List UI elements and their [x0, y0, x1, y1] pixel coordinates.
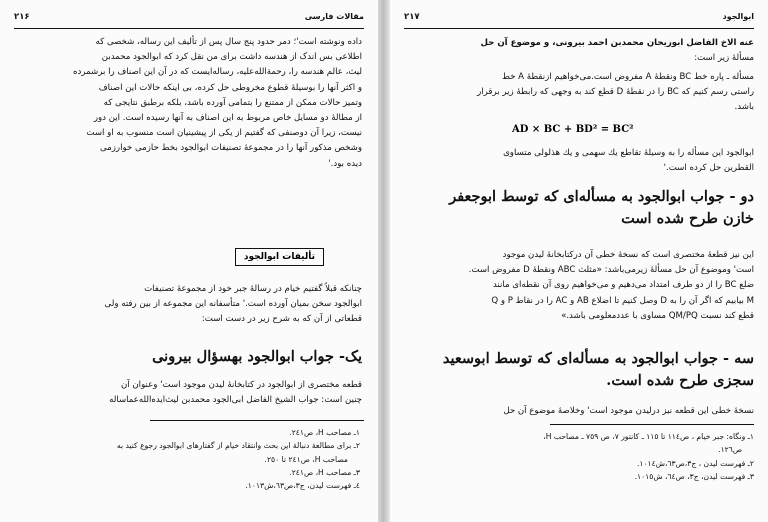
text-line: اطلاعی بس اندک از هندسه داشت برای من نقل کرد که ابوالجود محمدبن [101, 52, 362, 63]
text-line: نیست، زیرا آن دوصنفی که گفتیم از یکی از پیشینیان است منسوب به او است [86, 128, 362, 139]
footnotes [16, 426, 360, 492]
footnote: مصاحب H، ص٢٤١ تا ٢٥٠. [264, 454, 348, 464]
text-line: وشخص مذکور آنها را در مجموعهٔ تصنیفات ابوالجود بخط حازمی خوارزمی [100, 143, 362, 154]
text-line: باشد. [734, 102, 754, 113]
section-heading-2 [404, 186, 754, 230]
text-line: از مطالهٔ دو مسایل خاص مربوط به این اصناف به آنها رسیده است. این دور [93, 113, 362, 124]
book-gutter [378, 0, 390, 522]
footnote-rule [550, 424, 754, 425]
conclusion-paragraph [404, 146, 754, 176]
text-line: M بیابیم که اگر آن را به D وصل کنیم تا اضلاع AB و AC را در نقاط P و Q [491, 295, 754, 306]
problem-paragraph [404, 70, 754, 116]
footnote: ٤ـ فهرست لیدن، ج٣،ص٦٣،ش١٠١٣. [245, 481, 360, 491]
text-line: و اکثر آنها را بوسیلهٔ قطوع مخروطی حل کرده، بی اینکه حالات این اصناف [98, 82, 362, 93]
text-line: عنه الاخ الفاضل ابوریحان محمدبن احمد بیرونی، و موضوع آن حل [480, 38, 754, 48]
text-line: چنانکه قبلاً گفتیم خیام در رسالهٔ جبر خود از مجموعهٔ تصنیفات [144, 284, 362, 294]
paragraph-2 [16, 282, 362, 328]
text-line: ضلع BC را از دو طرف امتداد می‌دهیم و می‌خواهیم روی آن نقطه‌ای مانند [492, 280, 754, 291]
footnote: ١ـ مصاحب H، ص٢٤١. [289, 428, 360, 437]
section-heading-3 [404, 348, 754, 392]
intro-paragraph [404, 36, 754, 66]
footnote: ص١٢٦. [718, 445, 742, 455]
section-box: تألیفات ابوالجود [235, 248, 324, 266]
footnote: ٣ـ مصاحب H، ص٢٤١. [289, 467, 360, 477]
header-rule [14, 28, 364, 29]
right-page-header [404, 12, 754, 28]
footnote: ٢ـ برای مطالعهٔ دنبالهٔ این بحث وانتقاد خیام از گفتارهای ابوالجود رجوع کنید به [116, 441, 360, 451]
left-page-header [14, 12, 364, 28]
text-line: مسألهٔ زیر است: [694, 53, 754, 64]
footnote-rule [150, 420, 364, 421]
right-page [390, 0, 768, 522]
heading-text: یک- جواب ابوالجود بهسؤال بیرونی [152, 348, 362, 365]
last-paragraph [404, 404, 754, 419]
paragraph-leiden [404, 248, 754, 324]
heading-text: خازن طرح شده است [621, 210, 754, 227]
text-line: داده ونوشته است'؛ دمر حدود پنج سال پس از تألیف این رساله، شخصی که [95, 37, 362, 47]
text-line: این نیز قطعهٔ مختصری است که نسخهٔ خطی آن درکتابخانهٔ لیدن موجود [502, 250, 754, 260]
page-number: ۲۱۷ [404, 12, 420, 22]
running-title: ابوالجود [722, 12, 754, 21]
text-line: ابوالجود این مسأله را به وسیلهٔ تقاطع یك سهمی و یك هذلولی متساوی [503, 148, 754, 158]
text-line: قطعاتی از آن که به شرح زیر در دست است: [201, 314, 362, 325]
text-line: مسأله ـ پاره خط BC ونقطهٔ A مفروض است.می‌خواهیم ازنقطهٔ A خط [501, 72, 754, 82]
text-line: وتمیز حالات ممکن از ممتنع را بتمامی آورده باشد، بلکه برطبق نتایجی که [103, 97, 362, 108]
section-heading-1 [16, 346, 362, 368]
text-line: قطعه مختصری از ابوالجود در کتابخانهٔ لیدن موجود است' وعنوان آن [120, 380, 362, 390]
footnotes [404, 430, 754, 483]
text-line: نسخهٔ خطی این قطعه نیز درلیدن موجود است' وخلاصهٔ موضوع آن حل [503, 406, 754, 416]
page-number: ۲۱۶ [14, 12, 30, 22]
paragraph-3 [16, 378, 362, 408]
text-line: است' وموضوع آن حل مسألهٔ زیرمی‌باشد: «مثلث ABC ونقطهٔ D مفروض است. [468, 265, 754, 276]
running-title: مقالات فارسی [304, 12, 364, 21]
text-line: چنین است: جواب الشیخ الفاضل ابی‌الجود محمدبن لیث‌ایده‌الله‌عماساله [109, 395, 362, 406]
text-line: دیده بود.' [328, 158, 362, 169]
heading-text: دو - جواب ابوالجود به مسأله‌ای که توسط ابوجعفر [449, 188, 754, 205]
text-line: راستی رسم کنیم که BC را در نقطهٔ D قطع کند به وجهی که رابطهٔ زیر برقرار [477, 87, 754, 98]
footnote: ٢ـ فهرست لیدن ، ج٣،ص٦٣،ش١٠١٤. [636, 458, 754, 468]
heading-text: سه - جواب ابوالجود به مسأله‌ای که توسط ابوسعید [442, 350, 754, 367]
text-line: القطرین حل کرده است.' [663, 163, 754, 174]
header-rule [404, 28, 754, 29]
text-line: لیث، عالم هندسه را، رحمةالله‌علیه، رساله‌ایست که در آن این اصناف را برشمرده [73, 67, 362, 78]
paragraph-1 [16, 35, 362, 172]
text-line: ابوالجود سخن بمیان آورده است.' متأسفانه این مجموعه از بین رفته ولی [104, 299, 362, 310]
footnote: ١ـ ونگاه: جبر خیام ، ص١١٤ تا ١١٥ ـ کانتور ٧، ص ٧٥٩ ـ مصاحب H، [543, 432, 754, 441]
left-page [0, 0, 378, 522]
heading-text: سجزی طرح شده است. [606, 372, 754, 389]
formula: AD × BC + BD² = BC² [512, 124, 634, 135]
footnote: ٣ـ فهرست لیدن، ج٣، ص٦٤، ش١٠١٥. [634, 471, 754, 481]
text-line: قطع کند نسبت QM/PQ مساوی با عددمعلومی باشد.» [561, 310, 754, 321]
